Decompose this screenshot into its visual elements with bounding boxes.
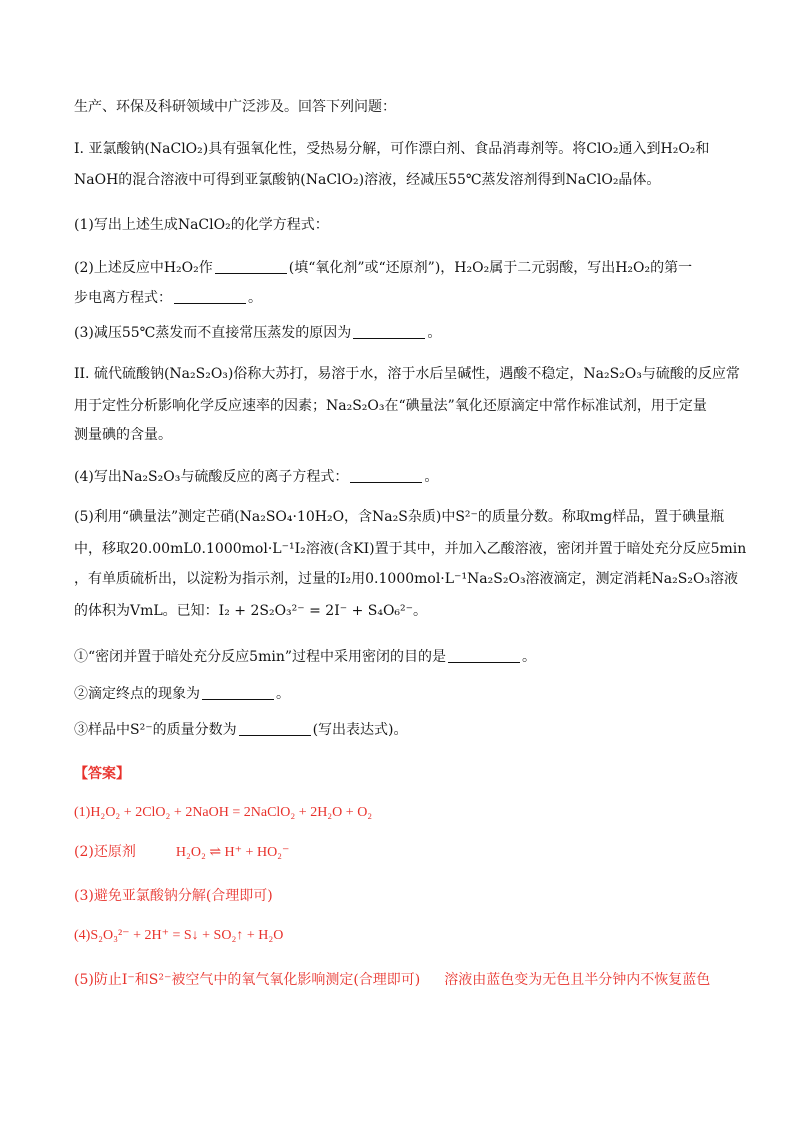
question-2-line1: [74, 258, 734, 278]
subquestion-1: [74, 647, 734, 667]
question-1: (1)写出上述生成NaClO₂的化学方程式：: [74, 217, 329, 233]
part2-line1: II. 硫代硫酸钠(Na₂S₂O₃)俗称大苏打，易溶于水，溶于水后呈碱性，遇酸不稳定，Na₂S₂O₃与硫酸的反应常: [74, 366, 740, 382]
answer-5-part-b: 溶液由蓝色变为无色且半分钟内不恢复蓝色: [444, 972, 711, 988]
answer-blank[interactable]: [215, 259, 287, 274]
answer-blank[interactable]: [174, 289, 246, 304]
sub1-text-b: 。: [522, 649, 536, 665]
answer-4: (4)S₂O₃²⁻ + 2H⁺ = S↓ + SO₂↑ + H₂O: [74, 928, 284, 943]
q4-text-b: 。: [424, 469, 439, 485]
answer-2: [74, 842, 734, 863]
q3-text-b: 。: [427, 325, 442, 341]
sub3-text-a: ③样品中S²⁻的质量分数为: [74, 722, 237, 738]
question-5-line2: 中，移取20.00mL0.1000mol·L⁻¹I₂溶液(含KI)置于其中，并加入乙酸溶液，密闭并置于暗处充分反应5min: [74, 541, 747, 557]
part1-line1: I. 亚氯酸钠(NaClO₂)具有强氧化性，受热易分解，可作漂白剂、食品消毒剂等。将ClO₂通入到H₂O₂和: [74, 141, 710, 157]
question-2-line2: [74, 288, 734, 308]
q3-text-a: (3)减压55℃蒸发而不直接常压蒸发的原因为: [74, 325, 352, 341]
q2-text-c: 步电离方程式：: [74, 290, 172, 306]
answer-heading: 【答案】: [74, 766, 130, 782]
part1-line2: NaOH的混合溶液中可得到亚氯酸钠(NaClO₂)溶液，经减压55℃蒸发溶剂得到NaClO₂晶体。: [74, 172, 661, 188]
question-4: [74, 467, 734, 487]
answer-blank[interactable]: [353, 324, 425, 339]
answer-5-part-a: (5)防止I⁻和S²⁻被空气中的氧气氧化影响测定(合理即可): [74, 972, 421, 988]
q4-text-a: (4)写出Na₂S₂O₃与硫酸反应的离子方程式：: [74, 469, 349, 485]
answer-5: [74, 970, 734, 990]
answer-blank[interactable]: [239, 721, 311, 736]
question-5-line4: 的体积为VmL。已知：I₂ + 2S₂O₃²⁻ = 2I⁻ + S₄O₆²⁻。: [74, 603, 428, 619]
subquestion-3: [74, 720, 734, 740]
answer-blank[interactable]: [350, 468, 422, 483]
question-5-line1: (5)利用“碘量法”测定芒硝(Na₂SO₄·10H₂O，含Na₂S杂质)中S²⁻的质量分数。称取mg样品，置于碘量瓶: [74, 509, 725, 525]
question-5-line3: ，有单质硫析出，以淀粉为指示剂，过量的I₂用0.1000mol·L⁻¹Na₂S₂O₃溶液滴定，测定消耗Na₂S₂O₃溶液: [74, 571, 739, 587]
answer-blank[interactable]: [202, 685, 274, 700]
subquestion-2: [74, 684, 734, 704]
sub2-text-b: 。: [276, 686, 290, 702]
intro-text: 生产、环保及科研领域中广泛涉及。回答下列问题：: [74, 99, 396, 115]
answer-2-text: (2)还原剂: [74, 844, 136, 860]
answer-2-formula: H₂O₂ ⇌ H⁺ + HO₂⁻: [175, 845, 290, 860]
answer-blank[interactable]: [448, 648, 520, 663]
q2-text-b: (填“氧化剂”或“还原剂”)，H₂O₂属于二元弱酸，写出H₂O₂的第一: [288, 260, 693, 276]
question-3: [74, 323, 734, 343]
sub3-text-b: (写出表达式)。: [312, 722, 408, 738]
answer-1: (1)H₂O₂ + 2ClO₂ + 2NaOH = 2NaClO₂ + 2H₂O + O₂: [74, 805, 373, 820]
sub1-text-a: ①“密闭并置于暗处充分反应5min”过程中采用密闭的目的是: [74, 649, 446, 665]
q2-text-d: 。: [248, 290, 262, 306]
part2-line3: 测量碘的含量。: [74, 427, 172, 443]
q2-text-a: (2)上述反应中H₂O₂作: [74, 260, 213, 276]
answer-3: (3)避免亚氯酸钠分解(合理即可): [74, 888, 273, 904]
part2-line2: 用于定性分析影响化学反应速率的因素；Na₂S₂O₃在“碘量法”氧化还原滴定中常作标准试剂，用于定量: [74, 398, 707, 414]
sub2-text-a: ②滴定终点的现象为: [74, 686, 200, 702]
